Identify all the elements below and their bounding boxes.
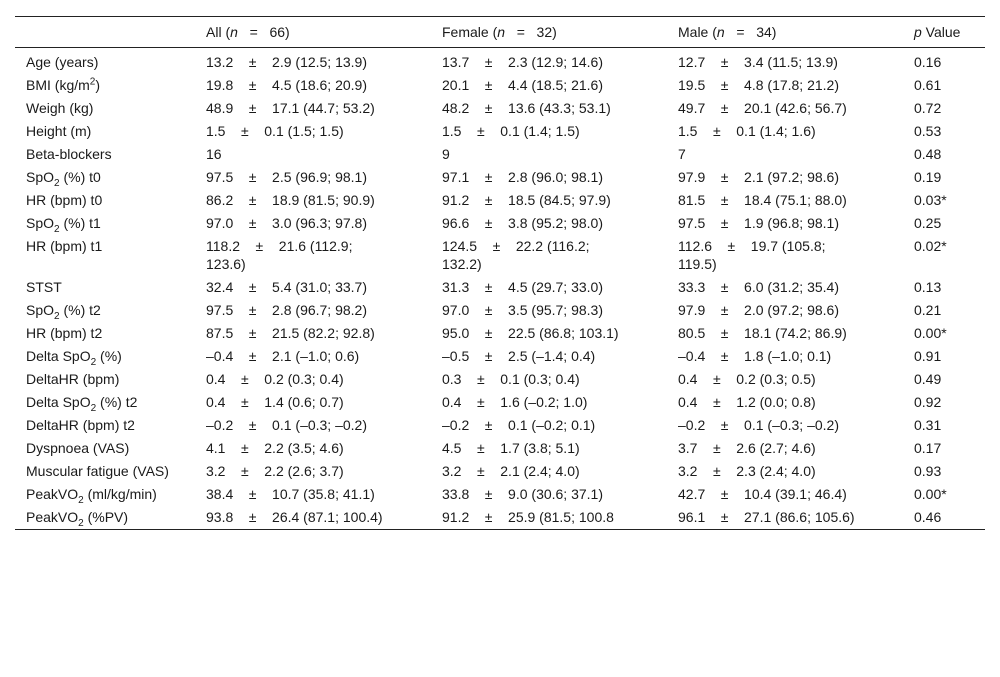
cell-male: 81.5 ± 18.4 (75.1; 88.0) [678,192,847,208]
table-row [15,212,985,235]
row-label: DeltaHR (bpm) [26,371,120,387]
cell-all: 97.0 ± 3.0 (96.3; 97.8) [206,215,367,231]
cell-female: 97.1 ± 2.8 (96.0; 98.1) [442,169,603,185]
table-row [15,120,985,143]
cell-female: 124.5 ± 22.2 (116.2; 132.2) [442,238,590,272]
table-row [15,276,985,299]
cell-male: 112.6 ± 19.7 (105.8; 119.5) [678,238,826,272]
table-container [15,16,985,530]
cell-p-value: 0.46 [914,509,942,525]
table-row [15,143,985,166]
table-row [15,414,985,437]
cell-male: 0.4 ± 1.2 (0.0; 0.8) [678,394,816,410]
row-label: Delta SpO$_2$ (%) t2 [26,394,138,414]
cell-p-value: 0.19 [914,169,942,185]
cell-female: 33.8 ± 9.0 (30.6; 37.1) [442,486,603,502]
row-label: STST [26,279,62,295]
header-p-value: p Value [914,23,961,40]
cell-p-value: 0.61 [914,77,942,93]
table-row [15,345,985,368]
row-label: HR (bpm) t1 [26,238,103,254]
cell-p-value: 0.53 [914,123,942,139]
row-label: Beta-blockers [26,146,112,162]
cell-p-value: 0.21 [914,302,942,318]
cell-p-value: 0.49 [914,371,942,387]
row-label: HR (bpm) t2 [26,325,103,341]
cell-p-value: 0.17 [914,440,942,456]
cell-female: 9 [442,146,450,162]
row-label: SpO$_2$ (%) t2 [26,302,101,322]
cell-male: 3.7 ± 2.6 (2.7; 4.6) [678,440,816,456]
cell-all: 13.2 ± 2.9 (12.5; 13.9) [206,54,367,70]
row-label: Muscular fatigue (VAS) [26,463,169,479]
cell-all: 87.5 ± 21.5 (82.2; 92.8) [206,325,375,341]
cell-male: 97.9 ± 2.0 (97.2; 98.6) [678,302,839,318]
table-row [15,322,985,345]
cell-female: –0.5 ± 2.5 (–1.4; 0.4) [442,348,596,364]
cell-female: 1.5 ± 0.1 (1.4; 1.5) [442,123,580,139]
cell-p-value: 0.92 [914,394,942,410]
cell-p-value: 0.03* [914,192,947,208]
table-row [15,483,985,506]
cell-all: 1.5 ± 0.1 (1.5; 1.5) [206,123,344,139]
header-male: Male (n = 34) [678,23,777,40]
cell-male: 42.7 ± 10.4 (39.1; 46.4) [678,486,847,502]
table-row [15,166,985,189]
row-label: DeltaHR (bpm) t2 [26,417,135,433]
row-label: PeakVO$_2$ (%PV) [26,509,129,529]
cell-female: 20.1 ± 4.4 (18.5; 21.6) [442,77,603,93]
cell-p-value: 0.25 [914,215,942,231]
cell-female: 91.2 ± 18.5 (84.5; 97.9) [442,192,611,208]
row-label: SpO$_2$ (%) t1 [26,215,101,235]
cell-male: –0.2 ± 0.1 (–0.3; –0.2) [678,417,839,433]
cell-female: 0.4 ± 1.6 (–0.2; 1.0) [442,394,588,410]
header-all: All (n = 66) [206,23,290,40]
cell-all: 0.4 ± 1.4 (0.6; 0.7) [206,394,344,410]
cell-all: 3.2 ± 2.2 (2.6; 3.7) [206,463,344,479]
cell-male: 1.5 ± 0.1 (1.4; 1.6) [678,123,816,139]
cell-female: 13.7 ± 2.3 (12.9; 14.6) [442,54,603,70]
row-label: Dyspnoea (VAS) [26,440,130,456]
cell-female: 97.0 ± 3.5 (95.7; 98.3) [442,302,603,318]
cell-male: 97.9 ± 2.1 (97.2; 98.6) [678,169,839,185]
cell-all: 86.2 ± 18.9 (81.5; 90.9) [206,192,375,208]
cell-p-value: 0.48 [914,146,942,162]
table-row [15,506,985,530]
table-row [15,74,985,97]
cell-p-value: 0.00* [914,325,947,341]
table-row [15,48,985,75]
cell-female: 0.3 ± 0.1 (0.3; 0.4) [442,371,580,387]
table-row [15,460,985,483]
cell-p-value: 0.16 [914,54,942,70]
cell-male: 33.3 ± 6.0 (31.2; 35.4) [678,279,839,295]
cell-male: 97.5 ± 1.9 (96.8; 98.1) [678,215,839,231]
cell-all: –0.2 ± 0.1 (–0.3; –0.2) [206,417,367,433]
cell-female: 96.6 ± 3.8 (95.2; 98.0) [442,215,603,231]
header-row [15,17,985,48]
row-label: Age (years) [26,54,99,70]
cell-female: 31.3 ± 4.5 (29.7; 33.0) [442,279,603,295]
row-label: PeakVO$_2$ (ml/kg/min) [26,486,157,506]
table-row [15,235,985,276]
table-row [15,437,985,460]
cell-male: –0.4 ± 1.8 (–1.0; 0.1) [678,348,832,364]
row-label: Height (m) [26,123,92,139]
cell-all: 0.4 ± 0.2 (0.3; 0.4) [206,371,344,387]
cell-all: 48.9 ± 17.1 (44.7; 53.2) [206,100,375,116]
table-body [15,48,985,530]
table-row [15,368,985,391]
cell-p-value: 0.72 [914,100,942,116]
cell-all: 97.5 ± 2.5 (96.9; 98.1) [206,169,367,185]
cell-all: 4.1 ± 2.2 (3.5; 4.6) [206,440,344,456]
cell-male: 49.7 ± 20.1 (42.6; 56.7) [678,100,847,116]
table-row [15,299,985,322]
cell-p-value: 0.13 [914,279,942,295]
header-female: Female (n = 32) [442,23,557,40]
cell-female: –0.2 ± 0.1 (–0.2; 0.1) [442,417,596,433]
table-row [15,391,985,414]
cell-female: 48.2 ± 13.6 (43.3; 53.1) [442,100,611,116]
cell-male: 0.4 ± 0.2 (0.3; 0.5) [678,371,816,387]
header-label-column [15,17,195,48]
cell-p-value: 0.93 [914,463,942,479]
table-row [15,189,985,212]
cell-male: 7 [678,146,686,162]
cell-p-value: 0.02* [914,238,947,254]
cell-all: –0.4 ± 2.1 (–1.0; 0.6) [206,348,360,364]
cell-female: 4.5 ± 1.7 (3.8; 5.1) [442,440,580,456]
cell-male: 96.1 ± 27.1 (86.6; 105.6) [678,509,855,525]
row-label: Weigh (kg) [26,100,94,116]
row-label: Delta SpO$_2$ (%) [26,348,122,368]
cell-male: 80.5 ± 18.1 (74.2; 86.9) [678,325,847,341]
cell-all: 38.4 ± 10.7 (35.8; 41.1) [206,486,375,502]
cell-male: 12.7 ± 3.4 (11.5; 13.9) [678,54,838,70]
cell-female: 91.2 ± 25.9 (81.5; 100.8 [442,509,614,525]
cell-male: 19.5 ± 4.8 (17.8; 21.2) [678,77,839,93]
cell-all: 93.8 ± 26.4 (87.1; 100.4) [206,509,383,525]
table-row [15,97,985,120]
cell-all: 32.4 ± 5.4 (31.0; 33.7) [206,279,367,295]
cell-male: 3.2 ± 2.3 (2.4; 4.0) [678,463,816,479]
cell-all: 16 [206,146,222,162]
cell-female: 3.2 ± 2.1 (2.4; 4.0) [442,463,580,479]
row-label: SpO$_2$ (%) t0 [26,169,101,189]
cell-p-value: 0.91 [914,348,942,364]
row-label: BMI $(kg/m^2)$ [26,76,101,93]
cell-all: 19.8 ± 4.5 (18.6; 20.9) [206,77,367,93]
row-label: HR (bpm) t0 [26,192,103,208]
cell-all: 118.2 ± 21.6 (112.9; 123.6) [206,238,353,272]
cell-all: 97.5 ± 2.8 (96.7; 98.2) [206,302,367,318]
data-table [15,16,985,530]
cell-p-value: 0.00* [914,486,947,502]
cell-female: 95.0 ± 22.5 (86.8; 103.1) [442,325,619,341]
cell-p-value: 0.31 [914,417,942,433]
